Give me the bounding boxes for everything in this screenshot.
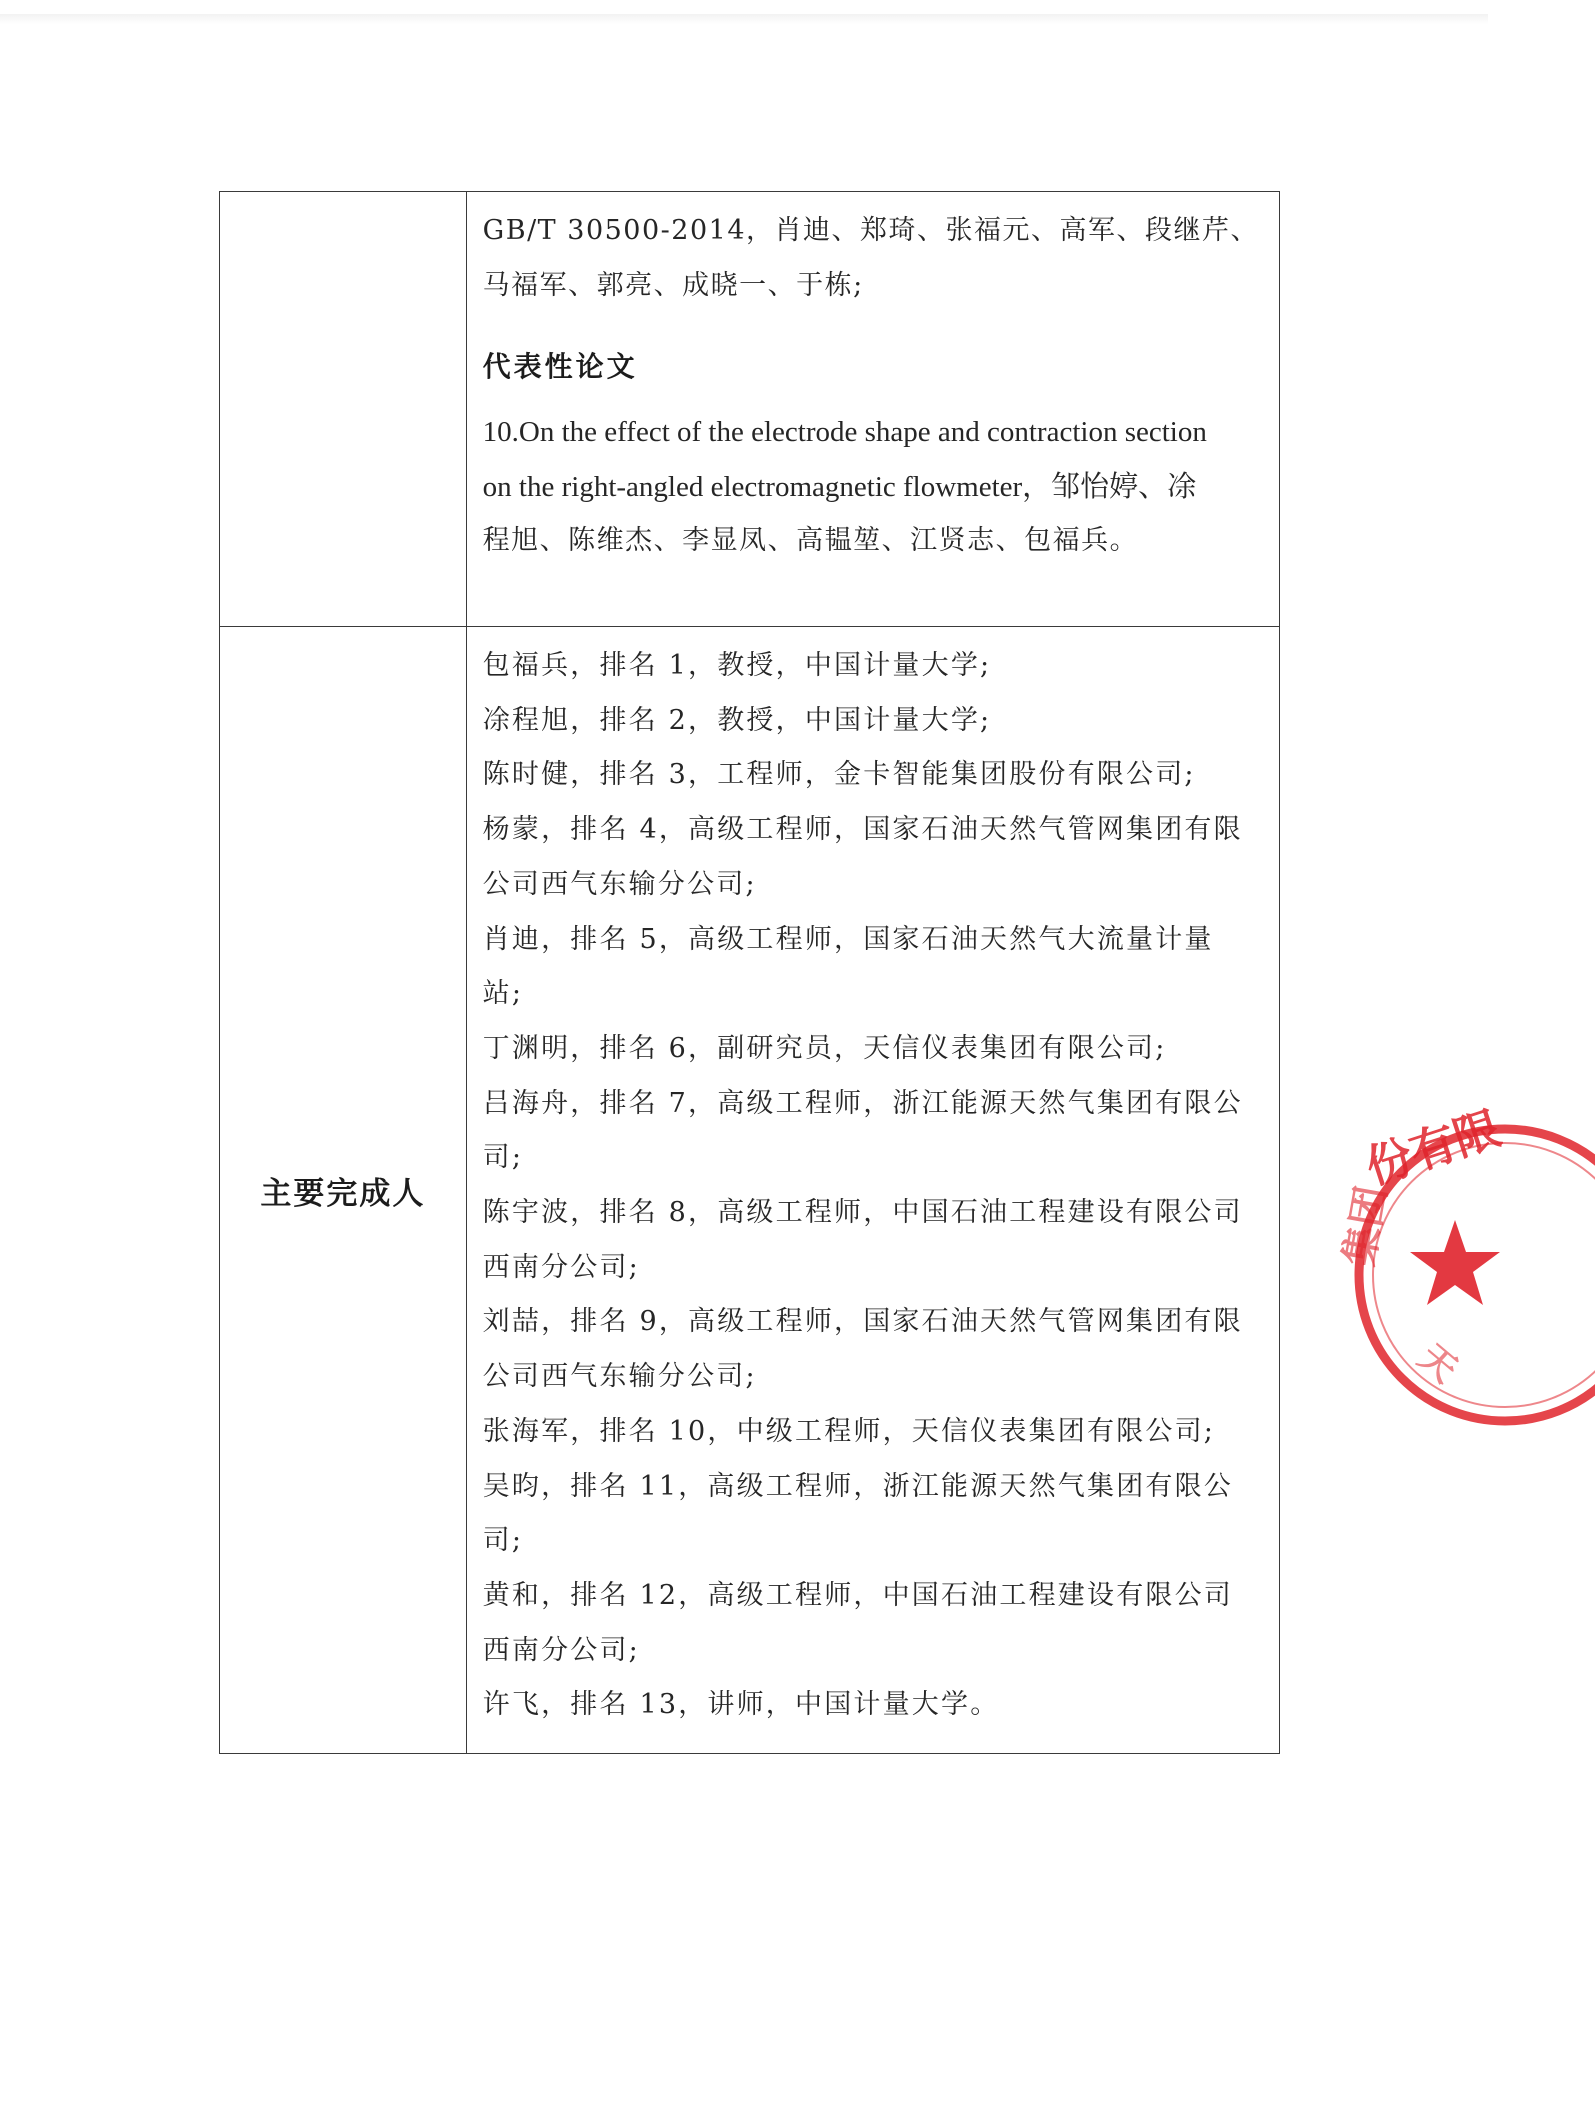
contributor-line: 司; <box>482 1525 524 1557</box>
paper-heading: 代表性论文 <box>482 350 638 383</box>
contributor-line: 司; <box>482 1142 524 1174</box>
contributors-label-cell <box>220 627 467 1754</box>
contributor-line: 杨蒙，排名 4，高级工程师，国家石油天然气管网集团有限 <box>482 814 1243 846</box>
achievements-cell <box>466 192 1279 627</box>
contributors-cell <box>466 627 1279 1754</box>
contributors-label: 主要完成人 <box>260 1175 426 1212</box>
contributor-line: 西南分公司; <box>482 1634 640 1666</box>
contributor-line: 黄和，排名 12，高级工程师，中国石油工程建设有限公司 <box>482 1579 1234 1611</box>
standard-line: GB/T 30500-2014，肖迪、郑琦、张福元、高军、段继芹、 <box>482 215 1259 246</box>
standard-authors <box>483 204 1259 313</box>
contributor-line: 丁渊明，排名 6，副研究员，天信仪表集团有限公司; <box>482 1032 1167 1064</box>
contributor-list <box>483 639 1259 1733</box>
contributor-line: 凃程旭，排名 2，教授，中国计量大学; <box>482 704 992 736</box>
company-seal-stamp <box>1335 1100 1508 1440</box>
scan-edge-shadow <box>0 14 1488 24</box>
svg-text:集团: 集团 <box>1336 1182 1396 1270</box>
table-row-achievements <box>220 192 1280 627</box>
contributor-line: 公司西气东输分公司; <box>482 868 757 900</box>
contributor-line: 张海军，排名 10，中级工程师，天信仪表集团有限公司; <box>482 1415 1216 1447</box>
contributor-line: 吕海舟，排名 7，高级工程师，浙江能源天然气集团有限公 <box>482 1087 1243 1119</box>
paper-line: on the right-angled electromagnetic flowmeter，邹怡婷、凃 <box>482 470 1197 503</box>
paper-line: 程旭、陈维杰、李显凤、高韫堃、江贤志、包福兵。 <box>482 525 1139 556</box>
seal-star-icon <box>1410 1220 1500 1305</box>
contributor-line: 许飞，排名 13，讲师，中国计量大学。 <box>482 1689 1000 1721</box>
contributor-line: 公司西气东输分公司; <box>482 1361 757 1393</box>
contributor-line: 肖迪，排名 5，高级工程师，国家石油天然气大流量计量 <box>482 923 1214 955</box>
svg-text:份有限: 份有限 <box>1359 1100 1508 1195</box>
table-row-contributors <box>220 627 1280 1754</box>
row-label-cell <box>220 192 467 627</box>
contributor-line: 西南分公司; <box>482 1251 640 1283</box>
award-info-table <box>219 191 1280 1754</box>
contributor-line: 包福兵，排名 1，教授，中国计量大学; <box>482 650 992 681</box>
paper-citation <box>483 405 1259 569</box>
contributor-line: 站; <box>482 978 524 1010</box>
contributor-line: 陈宇波，排名 8，高级工程师，中国石油工程建设有限公司 <box>482 1197 1243 1229</box>
standard-line: 马福军、郭亮、成晓一、于栋; <box>482 269 864 301</box>
contributor-line: 陈时健，排名 3，工程师，金卡智能集团股份有限公司; <box>482 759 1196 791</box>
contributor-line: 吴昀，排名 11，高级工程师，浙江能源天然气集团有限公 <box>482 1470 1234 1502</box>
contributor-line: 刘喆，排名 9，高级工程师，国家石油天然气管网集团有限 <box>482 1306 1243 1338</box>
svg-text:天: 天 <box>1410 1336 1465 1392</box>
seal-graphic <box>1335 1100 1595 1440</box>
paper-line: 10.On the effect of the electrode shape and contraction section <box>482 416 1207 448</box>
